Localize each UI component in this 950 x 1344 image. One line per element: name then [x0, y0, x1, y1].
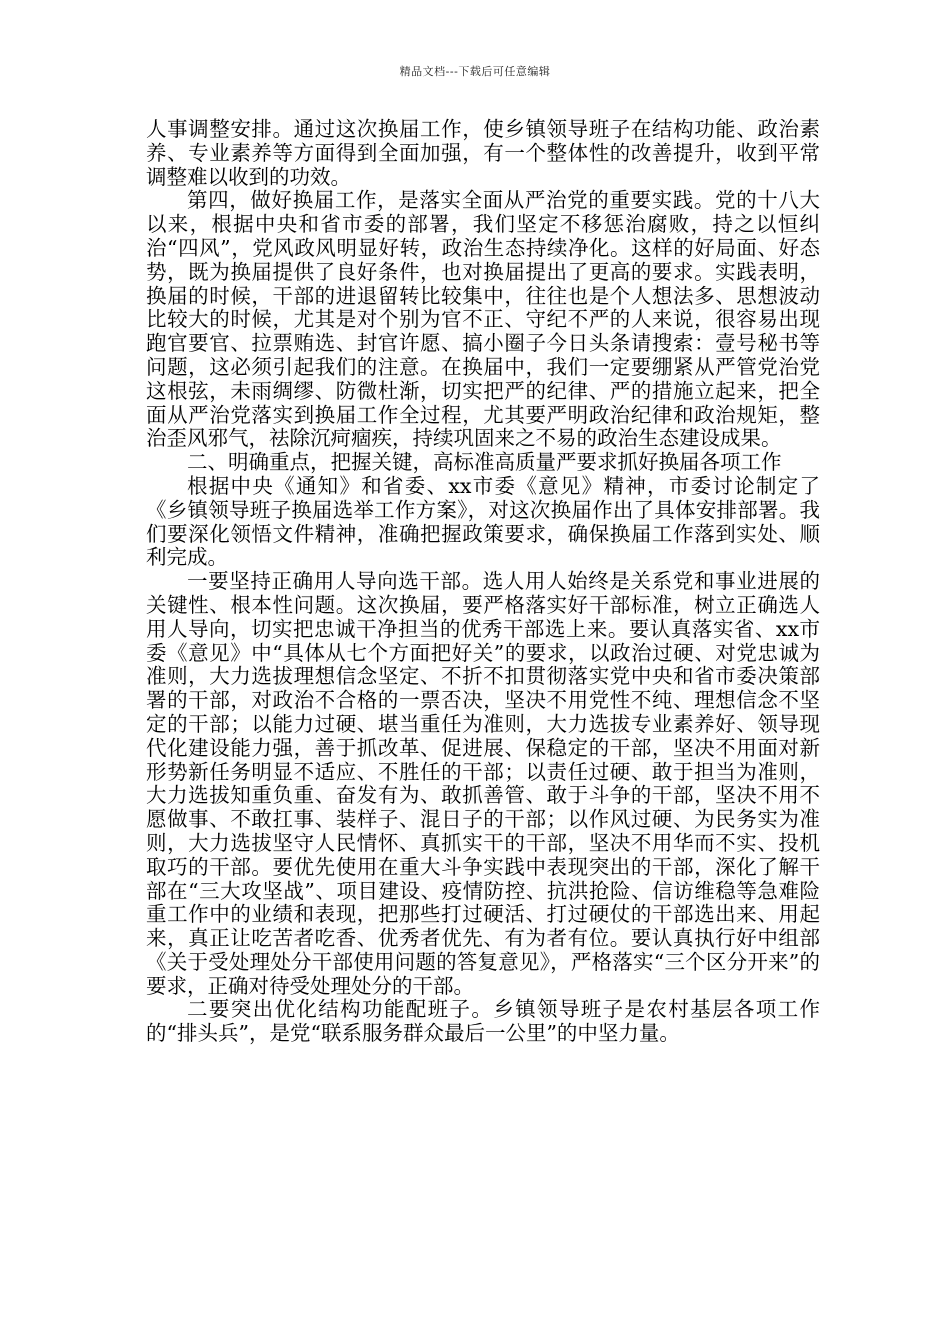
paragraph-documents-basis: 根据中央《通知》和省委、xx市委《意见》精神，市委讨论制定了《乡镇领导班子换届选举工作方案》，对这次换届作出了具体安排部署。我们要深化领悟文件精神，准确把握政策要求，确保换届工作落到实处、顺利完成。 [146, 473, 820, 570]
page-header: 精品文档---下载后可任意编辑 [399, 65, 551, 78]
document-body [146, 118, 820, 1046]
paragraph-fourth-point: 第四，做好换届工作，是落实全面从严治党的重要实践。党的十八大以来，根据中央和省市委的部署，我们坚定不移惩治腐败，持之以恒纠治“四风”，党风政风明显好转，政治生态持续净化。这样的好局面、好态势，既为换届提供了良好条件，也对换届提出了更高的要求。实践表明，换届的时候，干部的进退留转比较集中，往往也是个人想法多、思想波动比较大的时候，尤其是对个别为官不正、守纪不严的人来说，很容易出现跑官要官、拉票贿选、封官许愿、搞小圈子今日头条请搜索：壹号秘书等问题，这必须引起我们的注意。在换届中，我们一定要绷紧从严管党治党这根弦，未雨绸缪、防微杜渐，切实把严的纪律、严的措施立起来，把全面从严治党落实到换届工作全过程，尤其要严明政治纪律和政治规矩，整治歪风邪气，祛除沉疴痼疾，持续巩固来之不易的政治生态建设成果。 [146, 188, 820, 451]
paragraph-second-requirement: 二要突出优化结构功能配班子。乡镇领导班子是农村基层各项工作的“排头兵”，是党“联系服务群众最后一公里”的中坚力量。 [146, 997, 820, 1046]
paragraph-first-requirement: 一要坚持正确用人导向选干部。选人用人始终是关系党和事业进展的关键性、根本性问题。这次换届，要严格落实好干部标准，树立正确选人用人导向，切实把忠诚干净担当的优秀干部选上来。要认真落实省、xx市委《意见》中“具体从七个方面把好关”的要求，以政治过硬、对党忠诚为准则，大力选拔理想信念坚定、不折不扣贯彻落实党中央和省市委决策部署的干部，对政治不合格的一票否决，坚决不用党性不纯、理想信念不坚定的干部；以能力过硬、堪当重任为准则，大力选拔专业素养好、领导现代化建设能力强，善于抓改革、促进展、保稳定的干部，坚决不用面对新形势新任务明显不适应、不胜任的干部；以责任过硬、敢于担当为准则，大力选拔知重负重、奋发有为、敢抓善管、敢于斗争的干部，坚决不用不愿做事、不敢扛事、装样子、混日子的干部；以作风过硬、为民务实为准则，大力选拔坚守人民情怀、真抓实干的干部，坚决不用华而不实、投机取巧的干部。要优先使用在重大斗争实践中表现突出的干部，深化了解干部在“三大攻坚战”、项目建设、疫情防控、抗洪抢险、信访维稳等急难险重工作中的业绩和表现，把那些打过硬活、打过硬仗的干部选出来、用起来，真正让吃苦者吃香、优秀者优先、有为者有位。要认真执行好中组部《关于受处理处分干部使用问题的答复意见》，严格落实“三个区分开来”的要求，正确对待受处理处分的干部。 [146, 569, 820, 998]
section-heading-two: 二、明确重点，把握关键，高标准高质量严要求抓好换届各项工作 [187, 450, 782, 475]
paragraph-continuation: 人事调整安排。通过这次换届工作，使乡镇领导班子在结构功能、政治素养、专业素养等方面得到全面加强，有一个整体性的改善提升，收到平常调整难以收到的功效。 [146, 117, 820, 189]
